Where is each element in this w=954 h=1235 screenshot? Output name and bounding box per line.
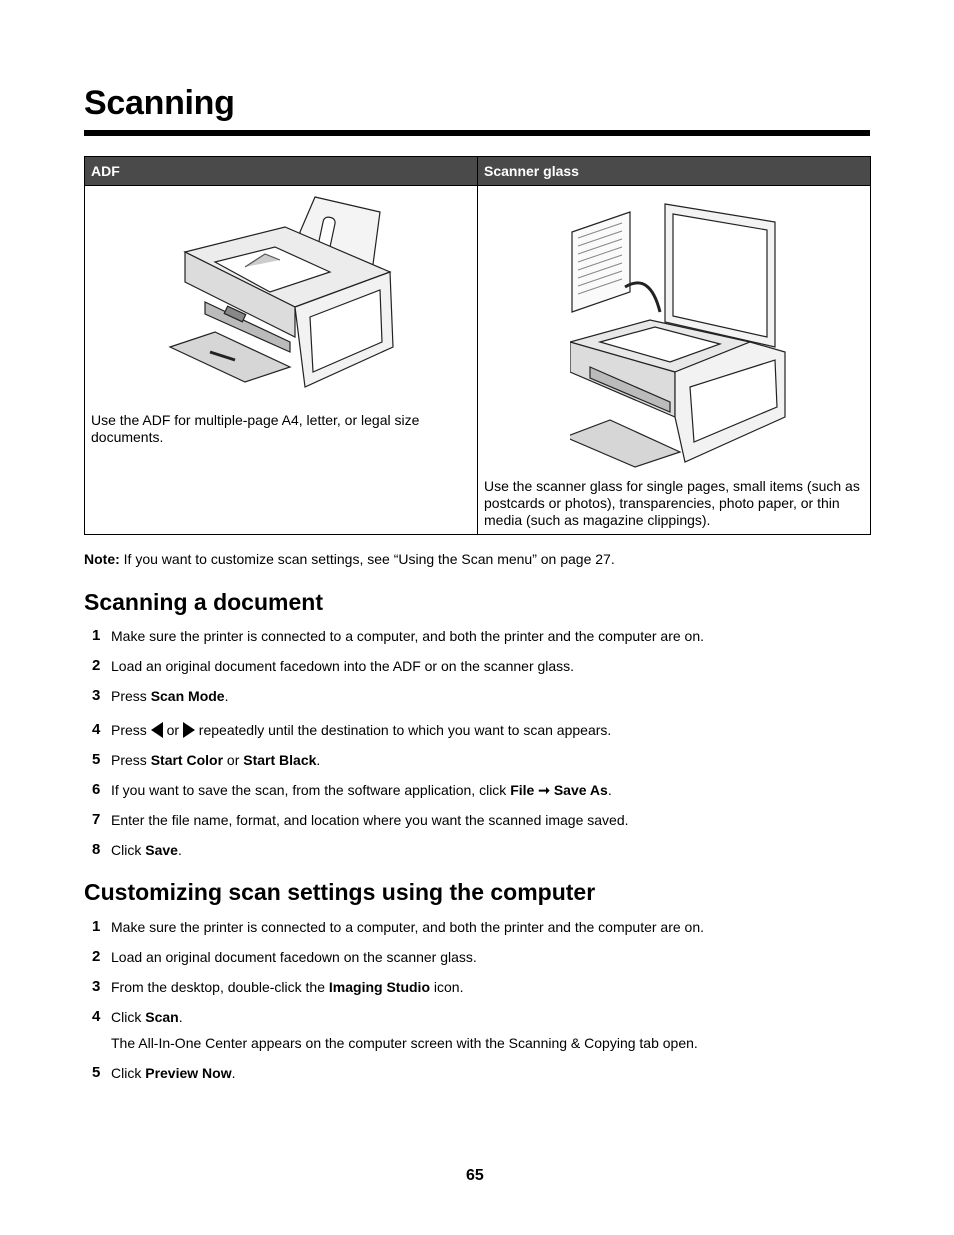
step-text: Press: [111, 722, 151, 738]
page-number: 65: [466, 1167, 484, 1184]
step-number: 5: [92, 1064, 101, 1081]
step-text: Click: [111, 1009, 146, 1025]
scanner-glass-printer-illustration: [570, 202, 790, 472]
left-arrow-icon: [151, 722, 163, 738]
step-text: Press: [111, 688, 151, 704]
step-text: or: [223, 752, 244, 768]
step-text: Load an original document facedown on the scanner glass.: [111, 949, 477, 965]
step-text: .: [224, 688, 229, 704]
step-text: or: [162, 722, 183, 738]
start-color-label: Start Color: [150, 752, 224, 768]
save-label: Save: [145, 842, 178, 858]
cell-adf: [85, 186, 478, 535]
step-number: 3: [92, 687, 101, 704]
save-as-label: Save As: [553, 782, 608, 798]
step-text: .: [177, 842, 182, 858]
step-number: 4: [92, 1008, 101, 1025]
step-text: Enter the file name, format, and location where you want the scanned image saved.: [111, 812, 629, 828]
step-number: 3: [92, 978, 101, 995]
step-text: Press: [111, 752, 151, 768]
step-text: .: [607, 782, 612, 798]
section-heading-customizing: Customizing scan settings using the computer: [84, 879, 596, 905]
scanner-glass-description: Use the scanner glass for single pages, small items (such as postcards or photos), transparencies, photo paper, or thin media (such as magazine clippings).: [484, 478, 860, 528]
step-text: If you want to save the scan, from the software application, click: [111, 782, 511, 798]
step-number: 5: [92, 751, 101, 768]
arrow-right-icon: ➞: [534, 782, 554, 798]
step-text: .: [178, 1009, 183, 1025]
header-adf: ADF: [85, 157, 478, 186]
title-rule: [84, 130, 870, 136]
note: [84, 551, 615, 567]
step-number: 2: [92, 948, 101, 965]
imaging-studio-label: Imaging Studio: [328, 979, 430, 995]
step-number: 1: [92, 918, 101, 935]
start-black-label: Start Black: [243, 752, 317, 768]
scan-mode-label: Scan Mode: [150, 688, 225, 704]
step-text: .: [316, 752, 321, 768]
step-text: repeatedly until the destination to which you want to scan appears.: [194, 722, 612, 738]
header-scanner-glass: Scanner glass: [478, 157, 871, 186]
right-arrow-icon: [183, 722, 195, 738]
preview-now-label: Preview Now: [145, 1065, 232, 1081]
step-number: 2: [92, 657, 101, 674]
step-number: 4: [92, 721, 101, 738]
step-detail: The All-In-One Center appears on the computer screen with the Scanning & Copying tab open.: [111, 1035, 698, 1051]
step-text: Load an original document facedown into the ADF or on the scanner glass.: [111, 658, 575, 674]
cell-scanner-glass: [478, 186, 871, 535]
page-title: Scanning: [84, 84, 235, 122]
step-number: 8: [92, 841, 101, 858]
step-text: From the desktop, double-click the: [111, 979, 329, 995]
scan-label: Scan: [145, 1009, 179, 1025]
step-text: Make sure the printer is connected to a computer, and both the printer and the computer are on.: [111, 628, 705, 644]
step-text: .: [231, 1065, 236, 1081]
adf-printer-illustration: [165, 192, 395, 398]
comparison-table: [84, 156, 871, 535]
adf-description: Use the ADF for multiple-page A4, letter, or legal size documents.: [91, 412, 420, 445]
step-number: 7: [92, 811, 101, 828]
note-label: Note:: [84, 551, 120, 567]
file-menu-label: File: [510, 782, 535, 798]
note-text: If you want to customize scan settings, see “Using the Scan menu” on page 27.: [123, 551, 615, 567]
step-number: 1: [92, 627, 101, 644]
step-text: icon.: [430, 979, 464, 995]
step-number: 6: [92, 781, 101, 798]
step-text: Make sure the printer is connected to a computer, and both the printer and the computer are on.: [111, 919, 705, 935]
section-heading-scanning-document: Scanning a document: [84, 589, 323, 615]
step-text: Click: [111, 842, 146, 858]
step-text: Click: [111, 1065, 146, 1081]
